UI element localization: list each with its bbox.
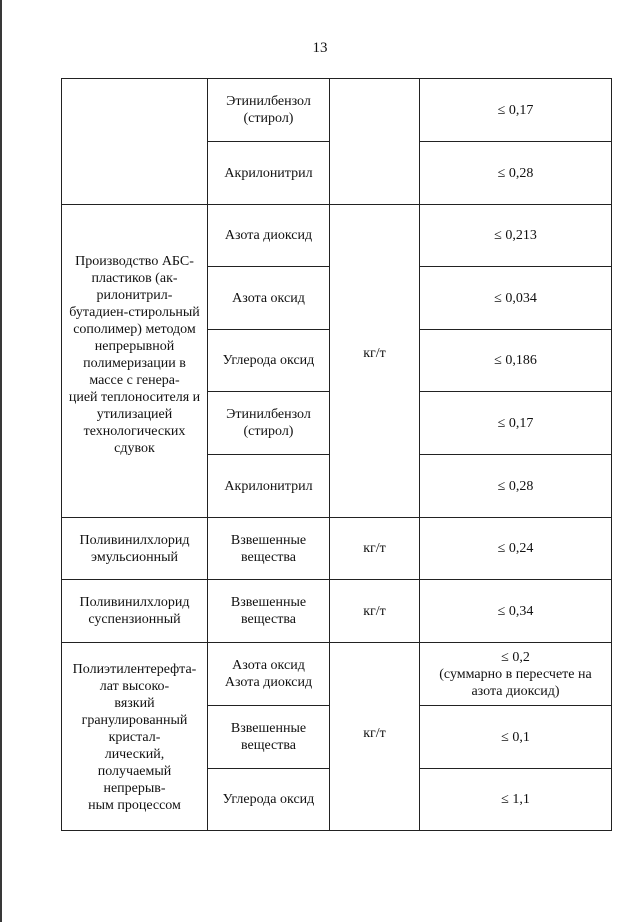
- value-cell: ≤ 0,213: [420, 205, 612, 267]
- table-row: [62, 79, 612, 142]
- process-cell: Полиэтилентерефта- лат высоко- вязкий гранулированный кристал- лический, получаемый непрерыв- ным процессом: [62, 643, 208, 831]
- table-row: [62, 643, 612, 706]
- table-row: [62, 518, 612, 580]
- table-row: [62, 580, 612, 643]
- process-cell: Производство АБС- пластиков (ак- рилонитрил- бутадиен-стирольный сополимер) методом непрерывной полимеризации в массе с генера- цией теплоносителя и утилизацией технологических сдувок: [62, 205, 208, 518]
- unit-cell: [330, 79, 420, 205]
- scan-edge-line: [0, 0, 3, 922]
- table-row: [62, 205, 612, 267]
- substance-cell: Взвешенные вещества: [208, 518, 330, 580]
- unit-cell: кг/т: [330, 643, 420, 831]
- substance-cell: Акрилонитрил: [208, 455, 330, 518]
- value-cell: ≤ 0,186: [420, 330, 612, 392]
- value-cell: ≤ 0,28: [420, 142, 612, 205]
- process-cell: Поливинилхлорид эмульсионный: [62, 518, 208, 580]
- value-cell: ≤ 0,034: [420, 267, 612, 330]
- value-cell: ≤ 1,1: [420, 769, 612, 831]
- substance-cell: Этинилбензол (стирол): [208, 392, 330, 455]
- substance-cell: Углерода оксид: [208, 769, 330, 831]
- substance-cell: Азота оксид Азота диоксид: [208, 643, 330, 706]
- unit-cell: кг/т: [330, 205, 420, 518]
- unit-cell: кг/т: [330, 580, 420, 643]
- value-cell: ≤ 0,34: [420, 580, 612, 643]
- emissions-table: [61, 78, 612, 831]
- substance-cell: Взвешенные вещества: [208, 580, 330, 643]
- substance-cell: Акрилонитрил: [208, 142, 330, 205]
- substance-cell: Азота оксид: [208, 267, 330, 330]
- substance-cell: Углерода оксид: [208, 330, 330, 392]
- value-cell: ≤ 0,24: [420, 518, 612, 580]
- process-cell: [62, 79, 208, 205]
- process-cell: Поливинилхлорид суспензионный: [62, 580, 208, 643]
- value-cell: ≤ 0,2 (суммарно в пересчете на азота диоксид): [420, 643, 612, 706]
- substance-cell: Азота диоксид: [208, 205, 330, 267]
- substance-cell: Этинилбензол (стирол): [208, 79, 330, 142]
- value-cell: ≤ 0,17: [420, 79, 612, 142]
- value-cell: ≤ 0,1: [420, 706, 612, 769]
- value-cell: ≤ 0,28: [420, 455, 612, 518]
- substance-cell: Взвешенные вещества: [208, 706, 330, 769]
- page-number: 13: [312, 40, 328, 56]
- unit-cell: кг/т: [330, 518, 420, 580]
- value-cell: ≤ 0,17: [420, 392, 612, 455]
